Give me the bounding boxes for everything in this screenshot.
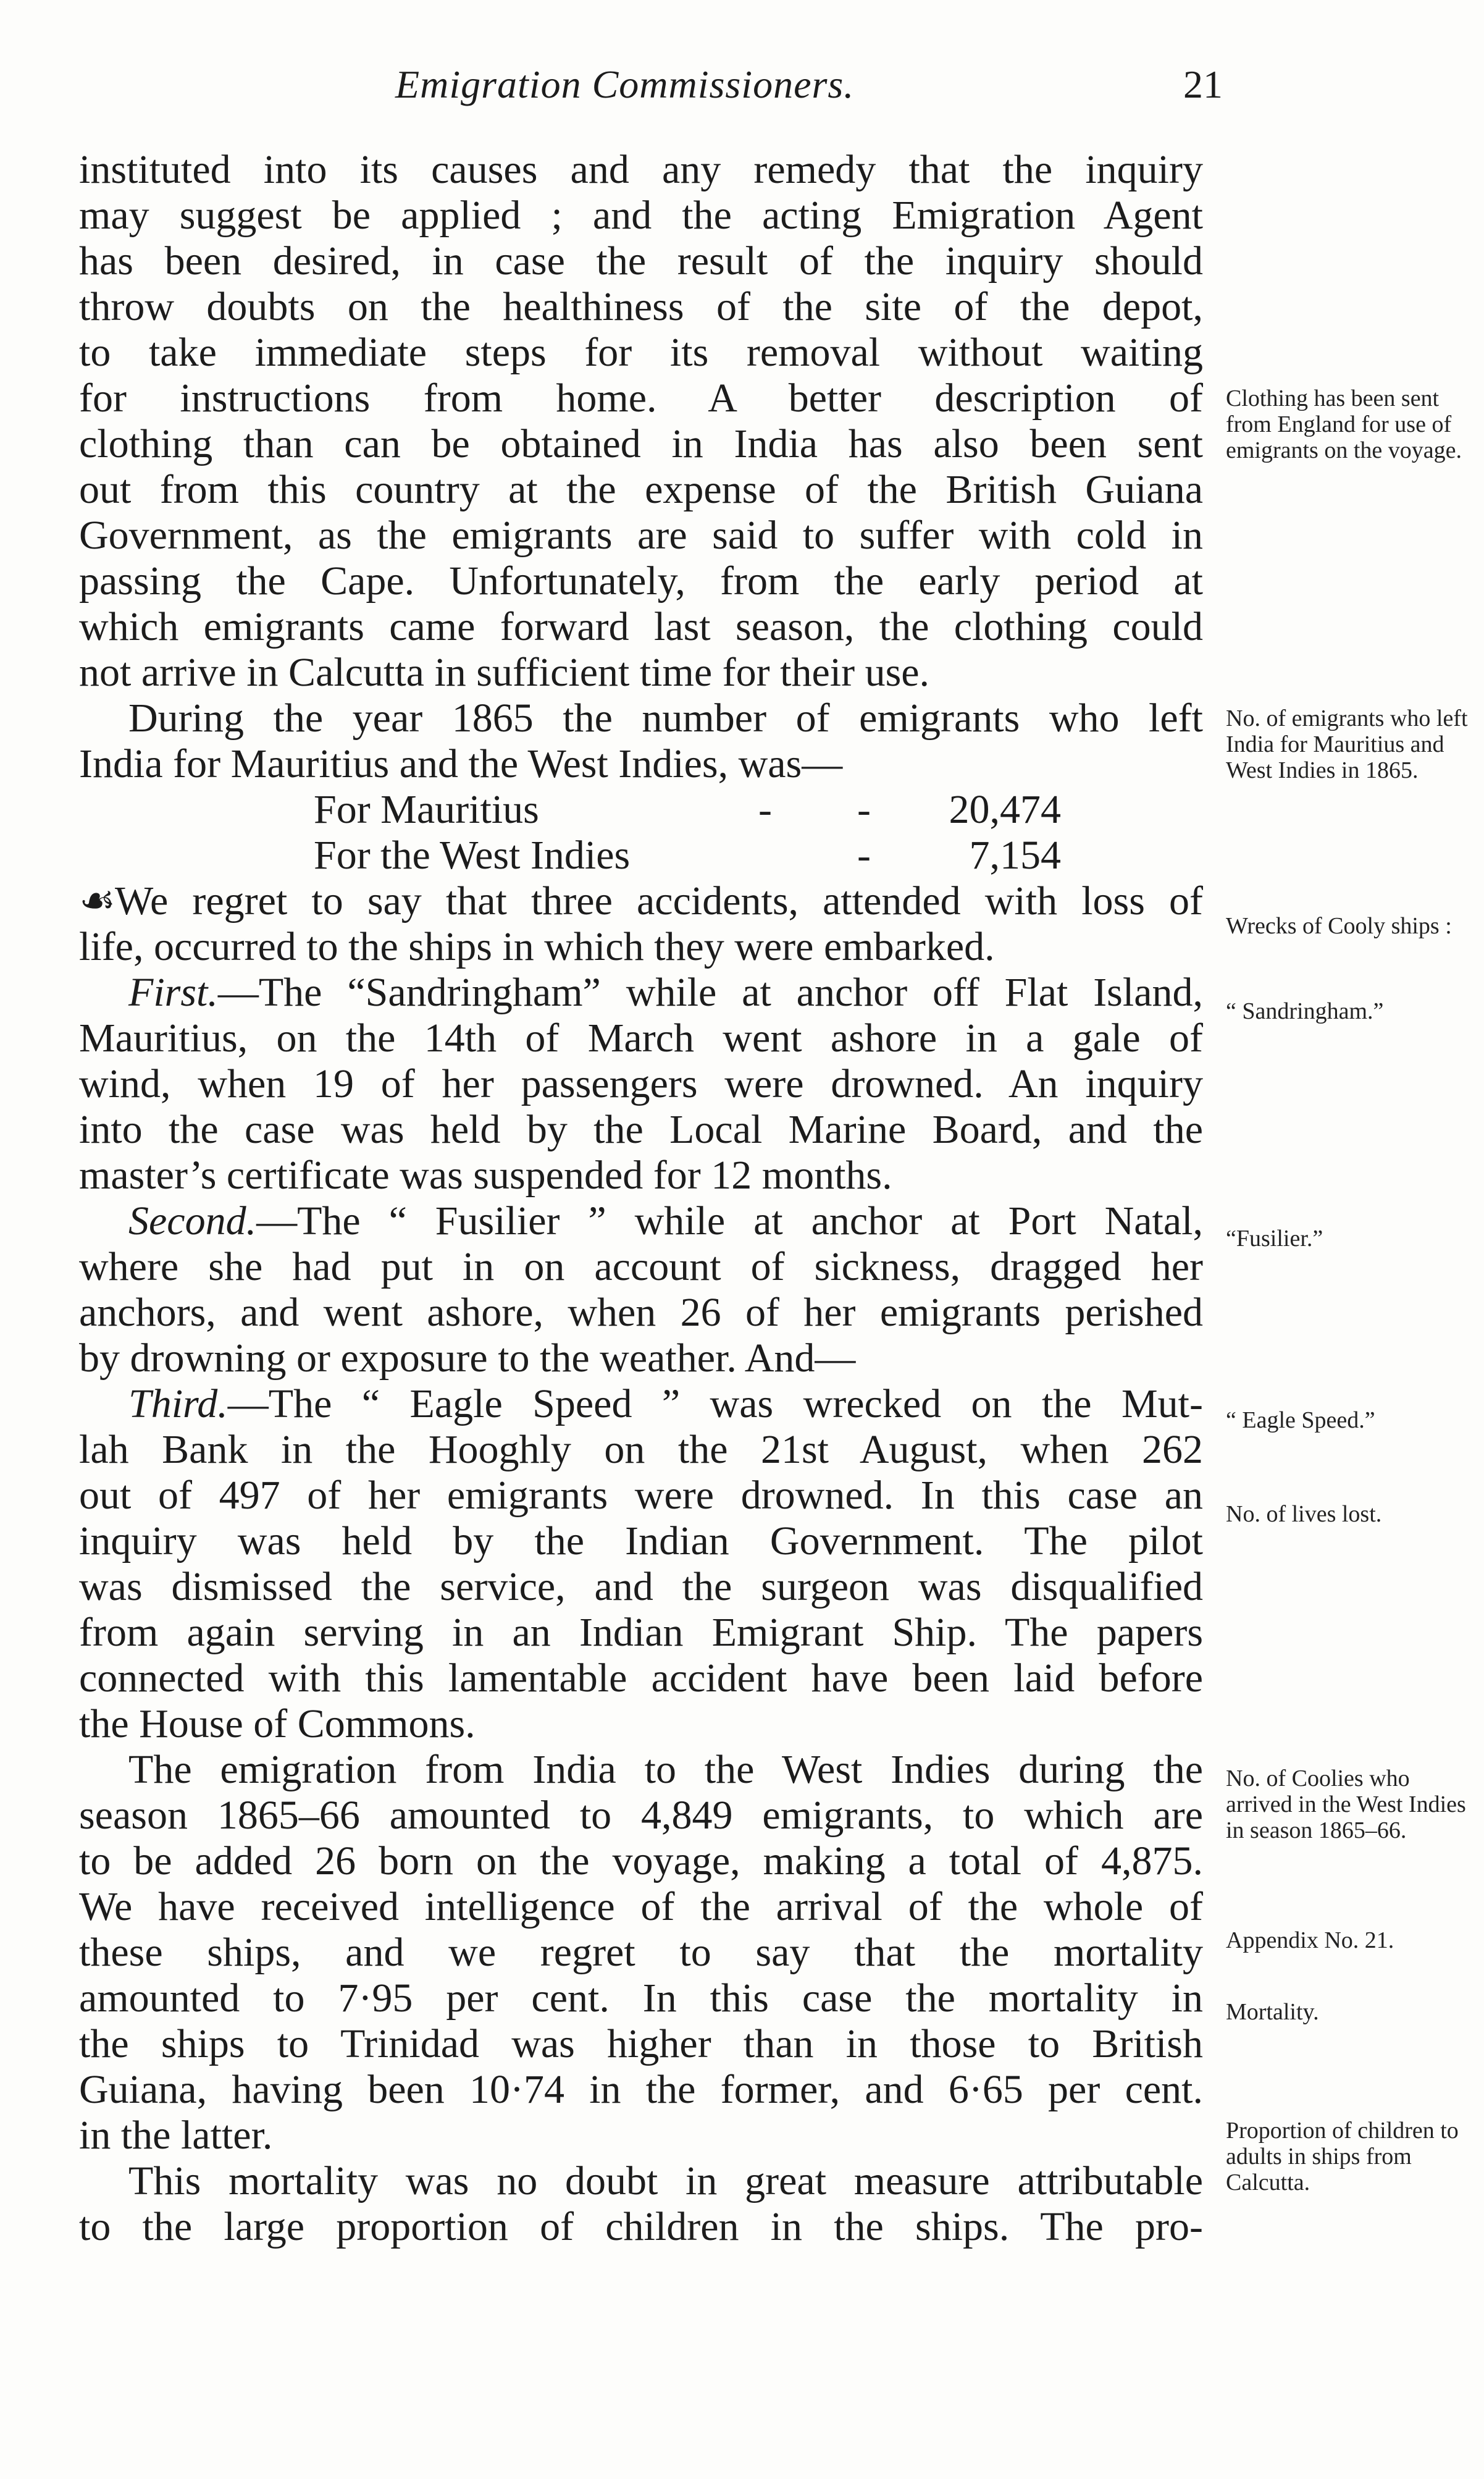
margin-note: Proportion of children to adults in ships from Calcutta.	[1226, 2118, 1459, 2195]
text-line: to be added 26 born on the voyage, making a total of 4,875.	[79, 1838, 1203, 1883]
text-line: We have received intelligence of the arrival of the whole of	[79, 1884, 1203, 1929]
margin-note: “ Sandringham.”	[1226, 998, 1384, 1024]
running-header	[395, 62, 1223, 111]
text-line: out from this country at the expense of the British Guiana	[79, 467, 1203, 512]
margin-note: Appendix No. 21.	[1226, 1927, 1394, 1953]
text-line: clothing than can be obtained in India has also been sent	[79, 421, 1203, 466]
margin-note: Clothing has been sent from England for use of emigrants on the voyage.	[1226, 385, 1462, 463]
text-line: This mortality was no doubt in great measure attributable	[128, 2158, 1203, 2203]
text-line: anchors, and went ashore, when 26 of her emigrants perished	[79, 1290, 1203, 1335]
text-line: these ships, and we regret to say that the mortality	[79, 1930, 1203, 1975]
margin-note: “ Eagle Speed.”	[1226, 1407, 1375, 1433]
margin-note: No. of emigrants who left India for Mauritius and West Indies in 1865.	[1226, 705, 1468, 783]
text-line: amounted to 7·95 per cent. In this case the mortality in	[79, 1976, 1203, 2021]
text-line: to take immediate steps for its removal without waiting	[79, 330, 1203, 375]
text-line	[79, 878, 1203, 924]
text-line: where she had put in on account of sickness, dragged her	[79, 1244, 1203, 1289]
text-span: —The “ Fusilier ” while at anchor at Port Natal,	[256, 1198, 1203, 1244]
text-line: in the latter.	[79, 2113, 273, 2158]
text-span: —The “ Eagle Speed ” was wrecked on the Mut-	[227, 1381, 1203, 1426]
text-line: has been desired, in case the result of the inquiry should	[79, 238, 1203, 284]
text-line: for instructions from home. A better description of	[79, 376, 1203, 421]
text-line: Guiana, having been 10·74 in the former, and 6·65 per cent.	[79, 2067, 1203, 2112]
text-line: lah Bank in the Hooghly on the 21st August, when 262	[79, 1427, 1203, 1472]
text-line: Government, as the emigrants are said to suffer with cold in	[79, 513, 1203, 558]
text-line: inquiry was held by the Indian Government. The pilot	[79, 1518, 1203, 1564]
text-line: to the large proportion of children in the ships. The pro-	[79, 2204, 1203, 2249]
text-line: Mauritius, on the 14th of March went ashore in a gale of	[79, 1016, 1203, 1061]
running-title: Emigration Commissioners.	[395, 62, 855, 106]
text-line: India for Mauritius and the West Indies, was—	[79, 741, 843, 786]
table-destination: For Mauritius	[314, 787, 539, 832]
text-line: throw doubts on the healthiness of the site of the depot,	[79, 284, 1203, 329]
text-line: into the case was held by the Local Marine Board, and the	[79, 1107, 1203, 1152]
emigration-table-row	[79, 833, 1203, 878]
margin-note: No. of Coolies who arrived in the West Indies in season 1865–66.	[1226, 1766, 1466, 1843]
text-span: —The “Sandringham” while at anchor off Flat Island,	[217, 970, 1203, 1015]
margin-note: Mortality.	[1226, 1999, 1319, 2025]
text-line: master’s certificate was suspended for 12 months.	[79, 1153, 892, 1198]
first-label: First.	[128, 970, 218, 1015]
main-text	[79, 147, 1203, 2250]
table-dash: -	[857, 833, 871, 878]
text-line: instituted into its causes and any remedy that the inquiry	[79, 147, 1203, 192]
text-line: wind, when 19 of her passengers were drowned. An inquiry	[79, 1061, 1203, 1106]
text-line: which emigrants came forward last season, the clothing could	[79, 604, 1203, 649]
text-line	[79, 1198, 1203, 1244]
table-value: 20,474	[949, 787, 1061, 832]
text-line: out of 497 of her emigrants were drowned. In this case an	[79, 1473, 1203, 1518]
text-line: not arrive in Calcutta in sufficient time for their use.	[79, 650, 930, 695]
text-line: The emigration from India to the West Indies during the	[128, 1747, 1203, 1792]
third-label: Third.	[128, 1381, 228, 1426]
text-line: season 1865–66 amounted to 4,849 emigrants, to which are	[79, 1793, 1203, 1838]
printer-ornament-icon: ☙	[79, 878, 116, 924]
text-line: the House of Commons.	[79, 1701, 476, 1746]
text-line: connected with this lamentable accident have been laid before	[79, 1656, 1203, 1701]
text-line: may suggest be applied ; and the acting Emigration Agent	[79, 193, 1203, 238]
text-line: life, occurred to the ships in which they were embarked.	[79, 924, 995, 969]
text-line: passing the Cape. Unfortunately, from the early period at	[79, 558, 1203, 604]
text-line: the ships to Trinidad was higher than in those to British	[79, 2021, 1203, 2066]
text-line	[79, 970, 1203, 1016]
text-line: from again serving in an Indian Emigrant Ship. The papers	[79, 1610, 1203, 1655]
text-line	[79, 1381, 1203, 1427]
page-number: 21	[1183, 62, 1223, 106]
text-span: We regret to say that three accidents, attended with loss of	[115, 878, 1203, 924]
margin-note: Wrecks of Cooly ships :	[1226, 913, 1452, 939]
text-line: by drowning or exposure to the weather. And—	[79, 1336, 856, 1381]
second-label: Second.	[128, 1198, 257, 1244]
table-dash: -	[857, 787, 871, 832]
emigration-table-row	[79, 787, 1203, 833]
table-value: 7,154	[969, 833, 1061, 878]
margin-note: “Fusilier.”	[1226, 1226, 1323, 1252]
text-line: was dismissed the service, and the surgeon was disqualified	[79, 1564, 1203, 1609]
text-line: During the year 1865 the number of emigrants who left	[128, 696, 1203, 741]
table-destination: For the West Indies	[314, 833, 631, 878]
margin-note: No. of lives lost.	[1226, 1501, 1382, 1527]
table-dash: -	[758, 787, 772, 832]
